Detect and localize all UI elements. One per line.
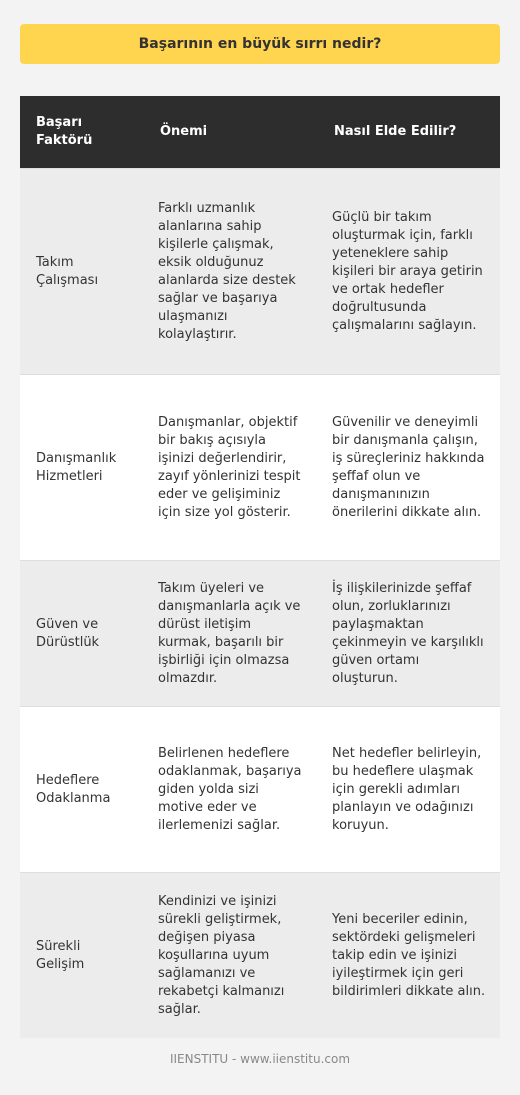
- importance-cell: Belirlenen hedeflere odaklanmak, başarıya giden yolda sizi motive eder ve ilerlemenizi sağlar.: [144, 707, 318, 873]
- table-row: [20, 169, 500, 375]
- header-factor: Başarı Faktörü: [20, 96, 144, 169]
- success-factors-table: [20, 96, 500, 1038]
- how-cell: İş ilişkilerinizde şeffaf olun, zorluklarınızı paylaşmaktan çekinmeyin ve karşılıklı güven ortamı oluşturun.: [318, 561, 500, 707]
- page-title: Başarının en büyük sırrı nedir?: [138, 36, 382, 52]
- header-importance: Önemi: [144, 96, 318, 169]
- table-row: [20, 375, 500, 561]
- importance-cell: Farklı uzmanlık alanlarına sahip kişilerle çalışmak, eksik olduğunuz alanlarda size destek sağlar ve başarıya ulaşmanızı kolaylaştırır.: [144, 169, 318, 375]
- importance-cell: Kendinizi ve işinizi sürekli geliştirmek, değişen piyasa koşullarına uyum sağlamanızı ve rekabetçi kalmanızı sağlar.: [144, 873, 318, 1039]
- how-cell: Güvenilir ve deneyimli bir danışmanla çalışın, iş süreçleriniz hakkında şeffaf olun ve danışmanınızın önerilerini dikkate alın.: [318, 375, 500, 561]
- footer-credit: IIENSTITU - www.iienstitu.com: [169, 1052, 351, 1066]
- factor-cell: Danışmanlık Hizmetleri: [20, 375, 144, 561]
- header-how: Nasıl Elde Edilir?: [318, 96, 500, 169]
- factor-cell: Hedeflere Odaklanma: [20, 707, 144, 873]
- factor-cell: Güven ve Dürüstlük: [20, 561, 144, 707]
- how-cell: Yeni beceriler edinin, sektördeki gelişmeleri takip edin ve işinizi iyileştirmek için geri bildirimleri dikkate alın.: [318, 873, 500, 1039]
- factor-cell: Sürekli Gelişim: [20, 873, 144, 1039]
- factor-cell: Takım Çalışması: [20, 169, 144, 375]
- how-cell: Güçlü bir takım oluşturmak için, farklı yeteneklere sahip kişileri bir araya getirin ve ortak hedefler doğrultusunda çalışmalarını sağlayın.: [318, 169, 500, 375]
- table-header-row: [20, 96, 500, 169]
- title-banner: [20, 24, 500, 64]
- table-row: [20, 561, 500, 707]
- table-row: [20, 873, 500, 1039]
- how-cell: Net hedefler belirleyin, bu hedeflere ulaşmak için gerekli adımları planlayın ve odağınızı koruyun.: [318, 707, 500, 873]
- table-row: [20, 707, 500, 873]
- importance-cell: Takım üyeleri ve danışmanlarla açık ve dürüst iletişim kurmak, başarılı bir işbirliği için olmazsa olmazdır.: [144, 561, 318, 707]
- importance-cell: Danışmanlar, objektif bir bakış açısıyla işinizi değerlendirir, zayıf yönlerinizi tespit eder ve gelişiminiz için size yol gösterir.: [144, 375, 318, 561]
